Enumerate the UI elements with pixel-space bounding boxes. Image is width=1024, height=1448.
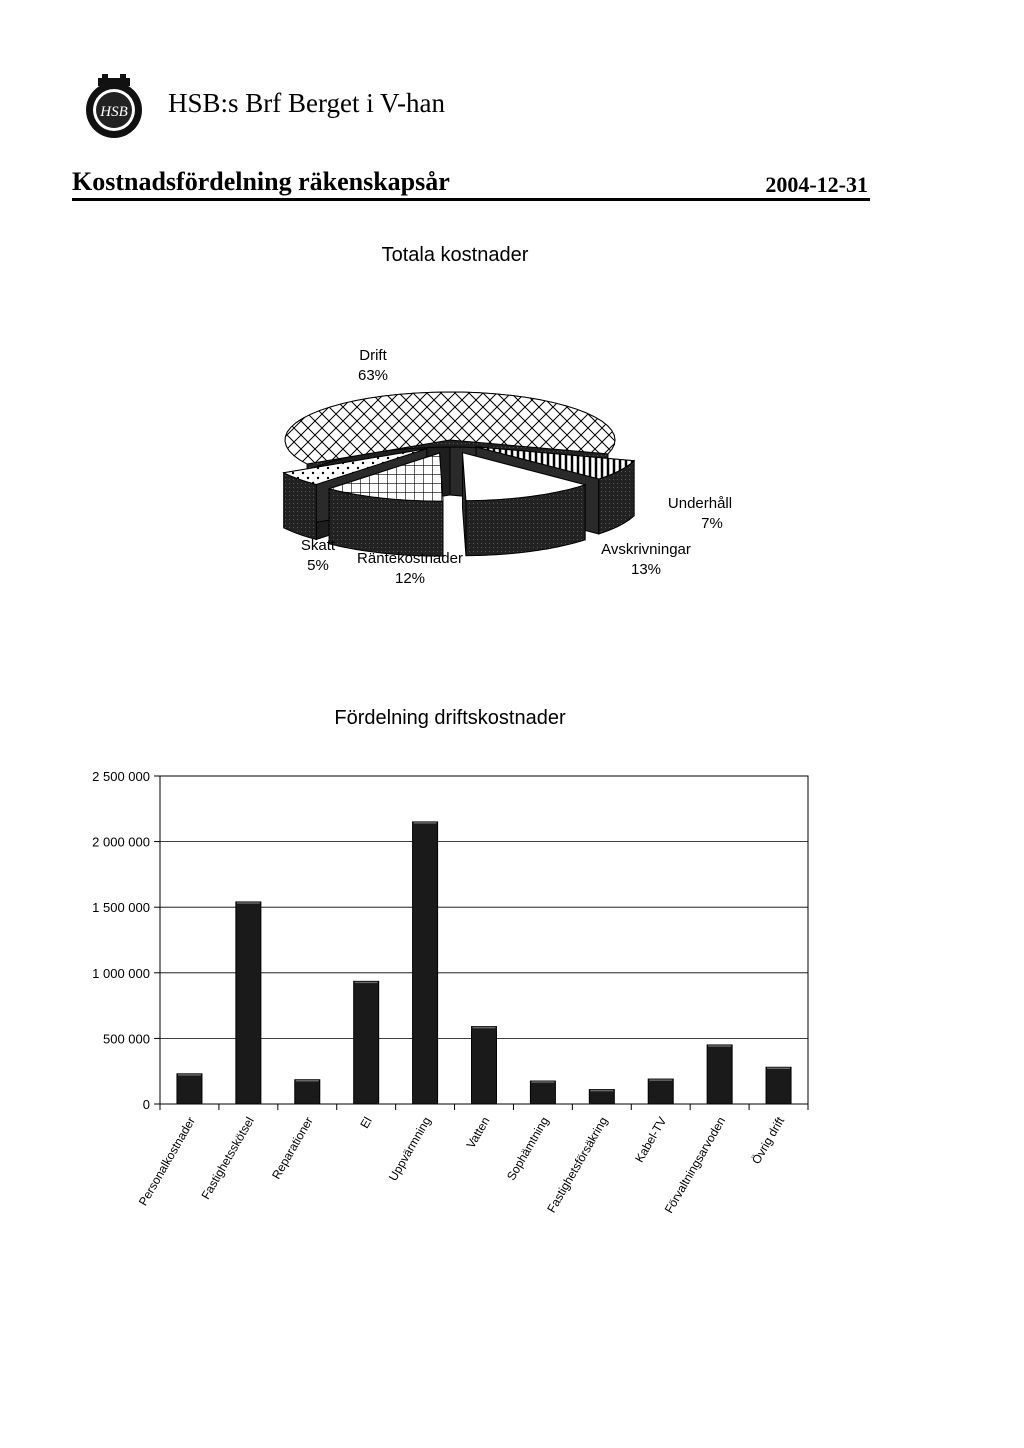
logo-text: HSB — [100, 104, 128, 120]
pie-value-skatt: 5% — [307, 557, 329, 574]
pie-chart — [0, 330, 900, 610]
x-tick-label-uppvarmning: Uppvärmning — [385, 1114, 434, 1184]
document-date: 2004-12-31 — [765, 172, 868, 197]
pie-value-avskrivningar: 13% — [630, 561, 662, 578]
x-tick-label-ovrig-drift: Övrig drift — [749, 1114, 788, 1167]
document-title: Kostnadsfördelning räkenskapsår — [72, 167, 450, 196]
y-tick-label: 500 000 — [103, 1031, 150, 1047]
pie-label-skatt: Skatt — [300, 537, 336, 554]
organization-name: HSB:s Brf Berget i V-han — [168, 88, 446, 118]
y-tick-label: 1 000 000 — [92, 965, 150, 981]
pie-chart-title: Totala kostnader — [381, 244, 529, 266]
header-rule — [72, 198, 870, 201]
x-tick-label-el: El — [357, 1114, 375, 1131]
y-tick-label: 2 500 000 — [92, 769, 150, 784]
pie-label-avskrivningar: Avskrivningar — [601, 541, 691, 558]
pie-value-underhall: 7% — [701, 515, 723, 532]
x-tick-label-fastighetsforsakring: Fastighetsförsäkring — [544, 1114, 611, 1216]
x-tick-label-forvaltningsarvoden: Förvaltningsarvoden — [661, 1114, 729, 1216]
bar-chart — [0, 740, 860, 1260]
y-tick-label: 1 500 000 — [92, 900, 150, 916]
bar-el — [354, 981, 379, 1104]
pie-label-rantekostnader: Räntekostnader — [357, 550, 463, 567]
bar-uppvarmning — [413, 822, 438, 1104]
bar-vatten — [472, 1027, 497, 1104]
y-tick-label: 0 — [142, 1097, 150, 1112]
x-tick-label-fastighetsskotsel: Fastighetsskötsel — [198, 1114, 257, 1202]
x-tick-label-kabel-tv: Kabel-TV — [632, 1114, 670, 1165]
x-tick-label-personalkostnader: Personalkostnader — [135, 1114, 199, 1209]
bar-personalkostnader — [177, 1074, 202, 1104]
x-tick-label-reparationer: Reparationer — [269, 1114, 316, 1182]
bar-fastighetsforsakring — [589, 1090, 614, 1104]
pie-label-drift: Drift — [359, 347, 387, 364]
pie-label-underhall: Underhåll — [667, 495, 733, 512]
pie-value-drift: 63% — [357, 367, 389, 384]
hsb-logo — [78, 72, 150, 144]
bar-ovrig-drift — [766, 1067, 791, 1104]
bar-forvaltningsarvoden — [707, 1045, 732, 1104]
bar-sophamtning — [530, 1081, 555, 1104]
bar-fastighetsskotsel — [236, 902, 261, 1104]
bar-reparationer — [295, 1080, 320, 1104]
bar-kabel-tv — [648, 1079, 673, 1104]
y-tick-label: 2 000 000 — [92, 834, 150, 850]
x-tick-label-vatten: Vatten — [463, 1114, 493, 1151]
x-tick-label-sophamtning: Sophämtning — [504, 1114, 552, 1183]
pie-value-rantekostnader: 12% — [394, 570, 426, 587]
bar-chart-title: Fördelning driftskostnader — [334, 707, 566, 729]
